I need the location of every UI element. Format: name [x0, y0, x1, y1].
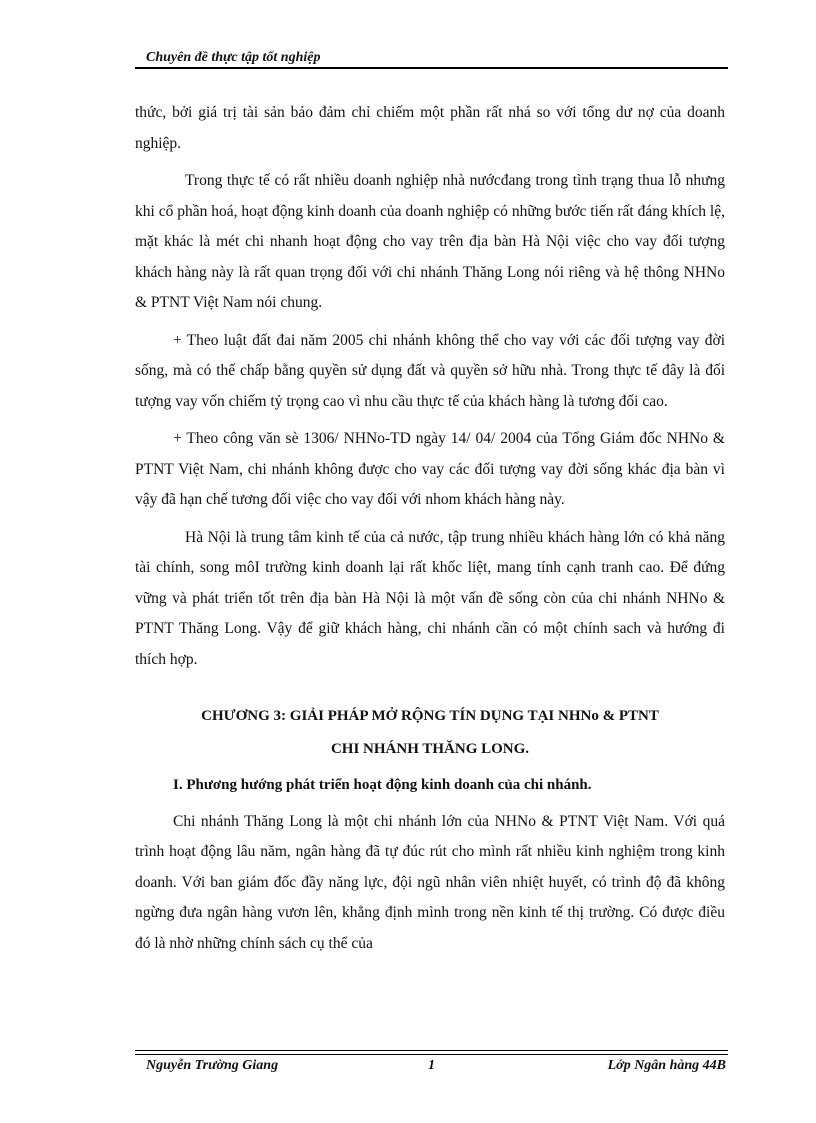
footer-rule-top: [135, 1050, 728, 1051]
chapter-heading-line-1: CHƯƠNG 3: GIẢI PHÁP MỞ RỘNG TÍN DỤNG TẠI NHNo & PTNT: [201, 708, 659, 724]
header-rule: [135, 67, 728, 69]
document-body: [135, 98, 725, 966]
chapter-heading-line-2: CHI NHÁNH THĂNG LONG.: [330, 741, 530, 757]
section-heading: I. Phương hướng phát triển hoạt động kinh doanh của chi nhánh.: [173, 777, 592, 793]
footer-class-name: Lớp Ngân hàng 44B: [607, 1058, 726, 1073]
footer-author: Nguyễn Trường Giang: [146, 1058, 279, 1073]
paragraph-5: Hà Nội là trung tâm kinh tế của cả nước, tập trung nhiều khách hàng lớn có khả năng tài chính, song môI trường kinh doanh lại rất khốc liệt, mang tính cạnh tranh cao. Để đứng vững và phát triển tốt trên địa bàn Hà Nội là một vấn đề sống còn của chi nhánh NHNo & PTNT Thăng Long. Vậy để giữ khách hàng, chi nhánh cần có một chính sach và hướng đi thích hợp.: [135, 528, 725, 668]
paragraph-4: + Theo công văn sè 1306/ NHNo-TD ngày 14/ 04/ 2004 của Tổng Giám đốc NHNo & PTNT Việt Nam, chi nhánh không được cho vay các đối tượng vay đời sống khác địa bàn vì vậy đã hạn chế tương đối việc cho vay đối với nhom khách hàng này.: [135, 430, 725, 508]
paragraph-2: Trong thực tế có rất nhiều doanh nghiệp nhà nướcđang trong tình trạng thua lỗ nhưng khi cổ phần hoá, hoạt động kinh doanh của doanh nghiệp có những bước tiến rất đáng khích lệ, mặt khác là mét chi nhanh hoạt động cho vay trên địa bàn Hà Nội việc cho vay đối tượng khách hàng này là rất quan trọng đối với chi nhánh Thăng Long nói riêng và hệ thông NHNo & PTNT Việt Nam nói chung.: [135, 172, 725, 311]
paragraph-6: Chi nhánh Thăng Long là một chi nhánh lớn của NHNo & PTNT Việt Nam. Với quá trình hoạt động lâu năm, ngân hàng đã tự đúc rút cho mình rất nhiều kinh nghiệm trong kinh doanh. Với ban giám đốc đầy năng lực, đội ngũ nhân viên nhiệt huyết, có trình độ đã không ngừng đưa ngân hàng vươn lên, khẳng định mình trong nền kinh tế thị trường. Có được điều đó là nhờ những chính sách cụ thể của: [135, 812, 725, 952]
paragraph-3: + Theo luật đất đai năm 2005 chi nhánh không thể cho vay với các đối tượng vay đời sống, mà có thế chấp bằng quyền sử dụng đất và quyền sở hữu nhà. Trong thực tế đây là đối tượng vay vốn chiếm tỷ trọng cao vì nhu cầu thực tế của khách hàng là tương đối cao.: [135, 331, 725, 410]
header-title: Chuyên đề thực tập tốt nghiệp: [146, 50, 321, 65]
footer-page-number: 1: [428, 1058, 435, 1073]
chapter-heading: [135, 700, 725, 766]
footer-rule-bottom: [135, 1054, 728, 1055]
paragraph-1: thức, bởi giá trị tài sản bảo đảm chỉ chiếm một phần rất nhá so với tổng dư nợ của doanh nghiệp.: [135, 104, 725, 152]
